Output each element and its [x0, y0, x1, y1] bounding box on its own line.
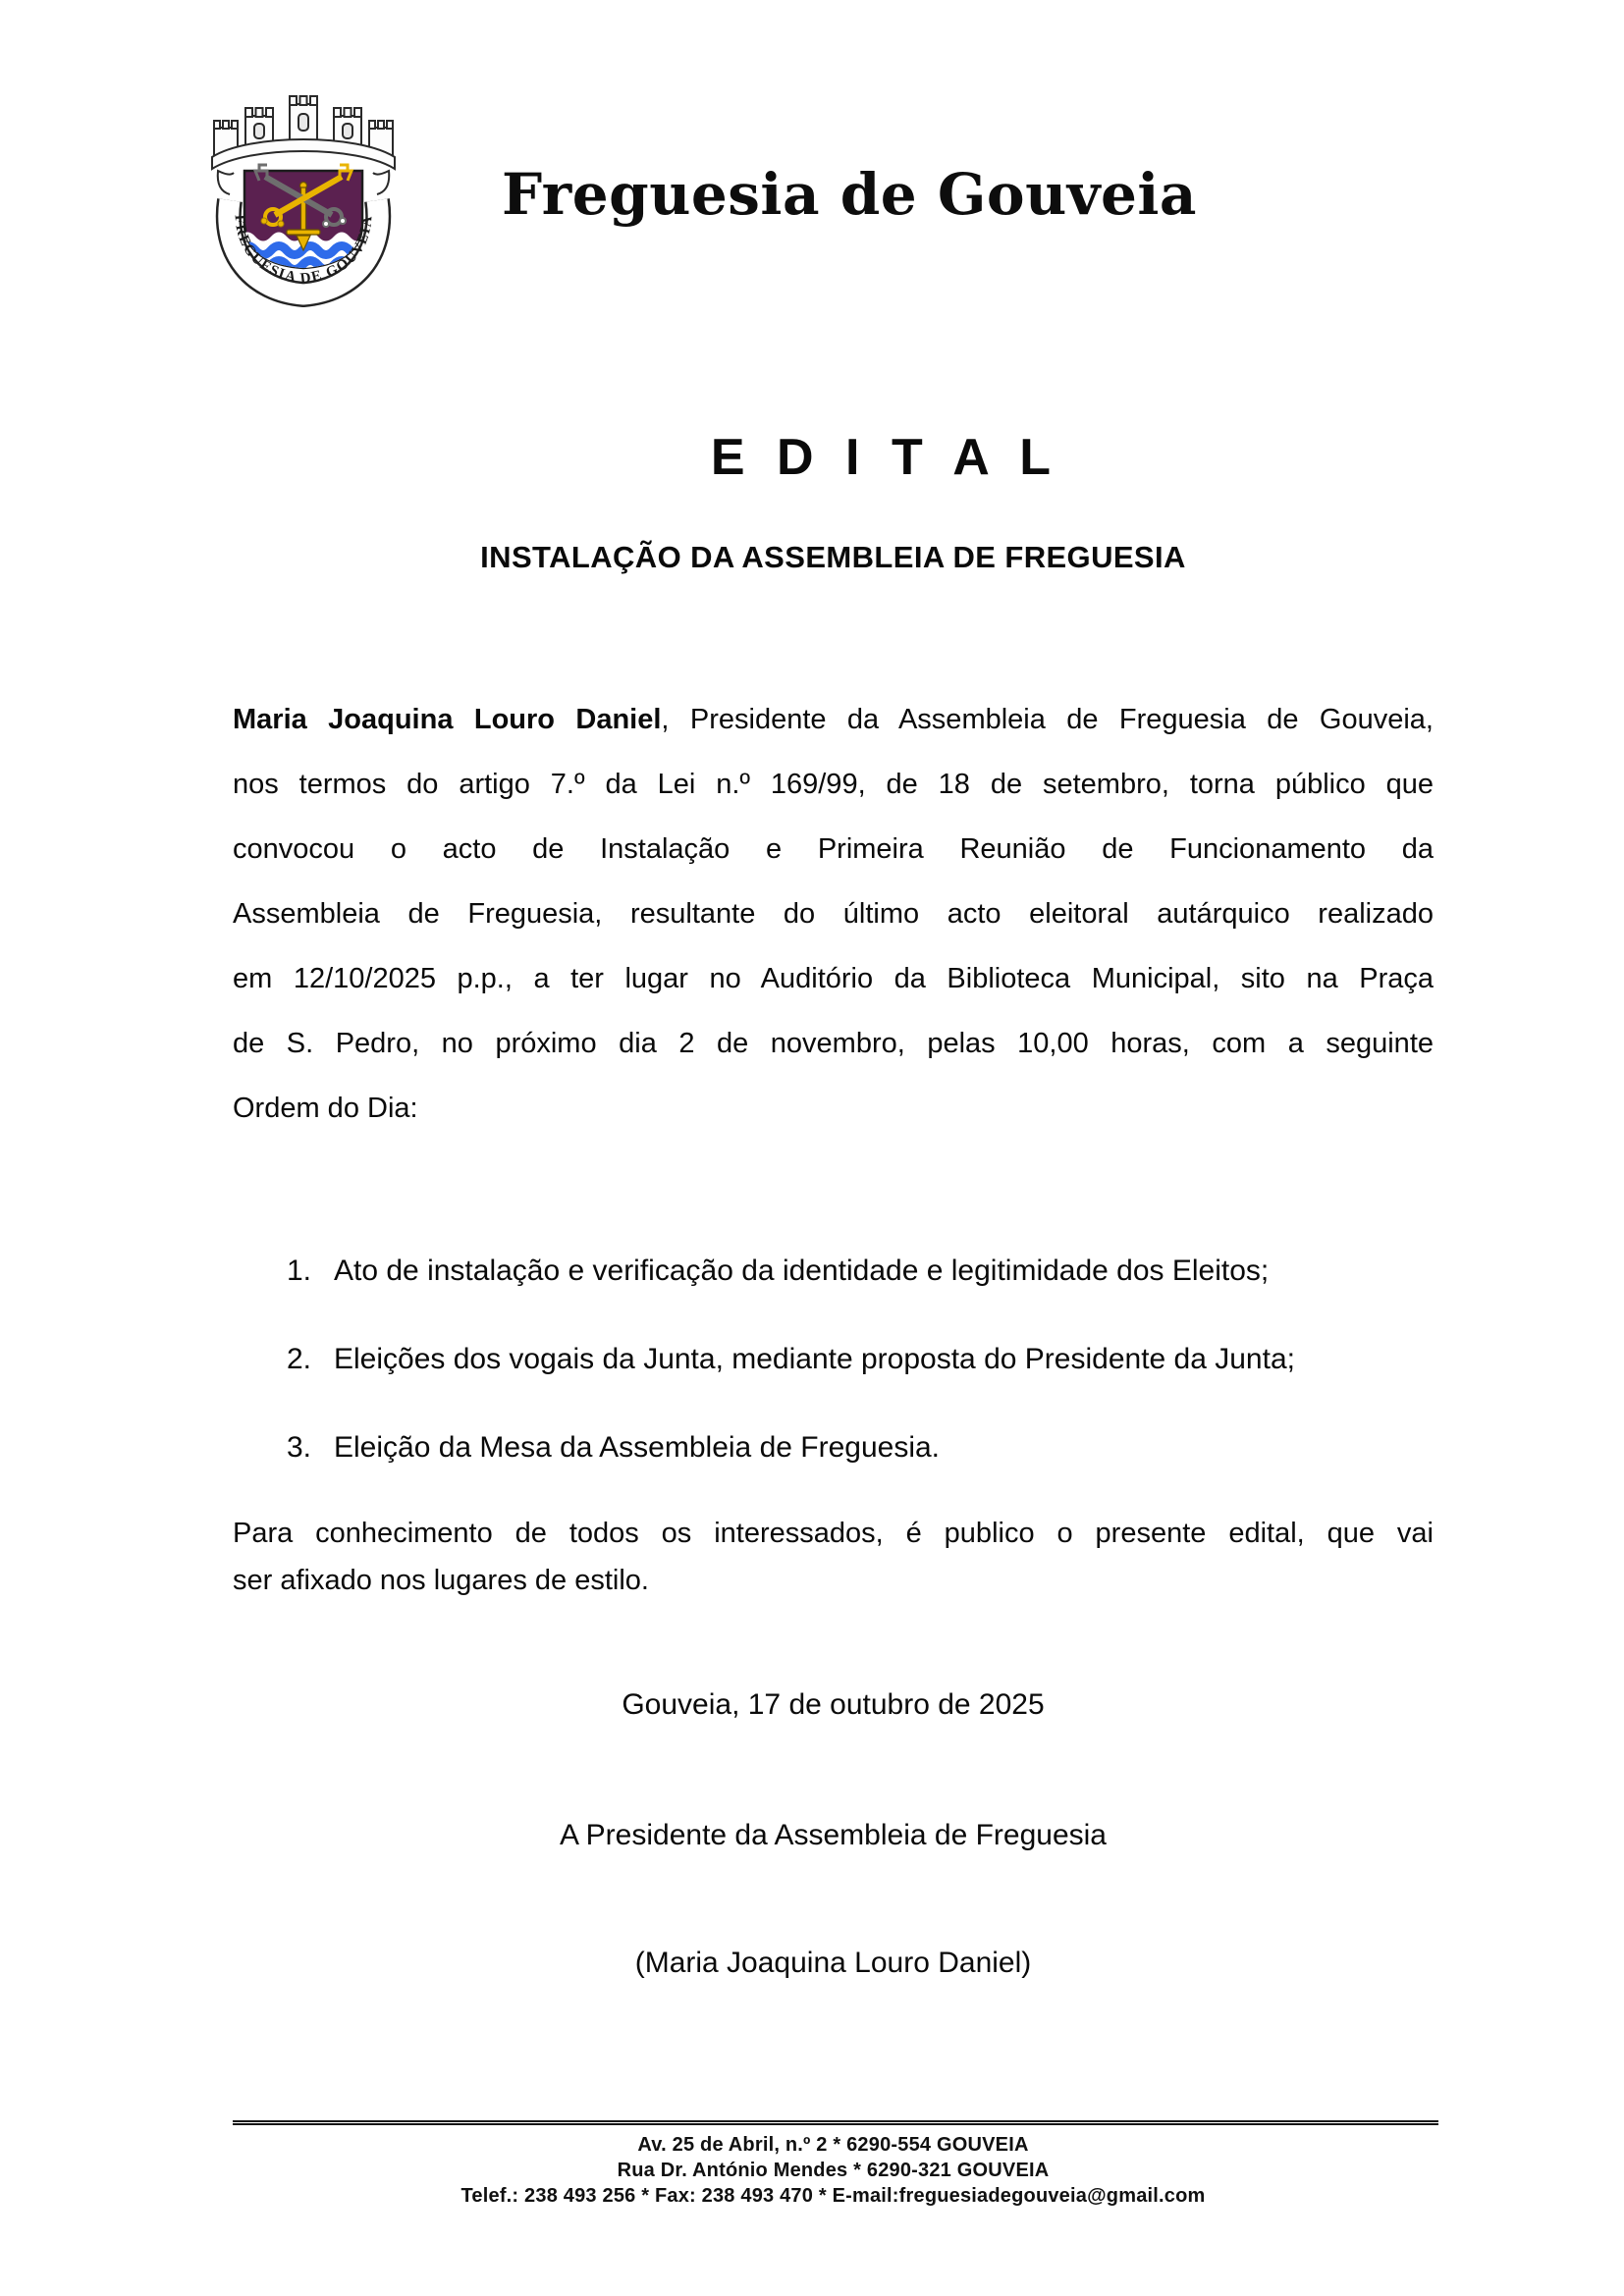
- footer-contacts-line: Telef.: 238 493 256 * Fax: 238 493 470 * E-mail:freguesiadegouveia@gmail.com: [460, 2185, 1206, 2207]
- body-paragraph: [233, 687, 1434, 1141]
- page-title: Freguesia de Gouveia: [502, 161, 1197, 228]
- list-item: [233, 1327, 1434, 1392]
- list-item-number: 2.: [287, 1343, 312, 1375]
- footer: [233, 2132, 1434, 2209]
- date-line: Gouveia, 17 de outubro de 2025: [622, 1688, 1045, 1721]
- paragraph-line: de S. Pedro, no próximo dia 2 de novembro, pelas 10,00 horas, com a seguinte: [233, 1028, 1434, 1059]
- paragraph-line: ser afixado nos lugares de estilo.: [233, 1565, 649, 1596]
- paragraph-line: [233, 687, 1434, 752]
- list-item-number: 1.: [287, 1255, 312, 1287]
- paragraph-line: Ordem do Dia:: [233, 1093, 418, 1124]
- list-item: [233, 1239, 1434, 1304]
- agenda-list: [233, 1239, 1434, 1504]
- mural-crown-icon: [212, 96, 395, 169]
- footer-address-line: Av. 25 de Abril, n.º 2 * 6290-554 GOUVEIA: [637, 2134, 1029, 2156]
- list-item: [233, 1415, 1434, 1480]
- signatory-name-bold: Maria Joaquina Louro Daniel: [233, 704, 662, 735]
- paragraph-line-rest: , Presidente da Assembleia de Freguesia de Gouveia,: [661, 704, 1434, 735]
- edital-heading: E D I T A L: [710, 429, 1060, 486]
- footer-divider: [233, 2120, 1438, 2125]
- signature-name: (Maria Joaquina Louro Daniel): [634, 1947, 1032, 1979]
- list-item-text: Eleição da Mesa da Assembleia de Freguesia.: [334, 1431, 941, 1464]
- footer-address-line: Rua Dr. António Mendes * 6290-321 GOUVEIA: [617, 2160, 1050, 2181]
- list-item-number: 3.: [287, 1431, 312, 1464]
- paragraph-line: Para conhecimento de todos os interessados, é publico o presente edital, que vai: [233, 1518, 1434, 1549]
- edital-subtitle: INSTALAÇÃO DA ASSEMBLEIA DE FREGUESIA: [480, 540, 1186, 574]
- paragraph-line: convocou o acto de Instalação e Primeira Reunião de Funcionamento da: [233, 833, 1434, 865]
- paragraph-line: em 12/10/2025 p.p., a ter lugar no Auditório da Biblioteca Municipal, sito na Praça: [233, 963, 1434, 994]
- signature-role: A Presidente da Assembleia de Freguesia: [559, 1819, 1107, 1851]
- parish-coat-of-arms: [196, 77, 410, 310]
- logo-banner-text: FREGUESIA DE GOUVEIA: [231, 214, 376, 288]
- closing-paragraph: [233, 1510, 1434, 1604]
- paragraph-line: Assembleia de Freguesia, resultante do último acto eleitoral autárquico realizado: [233, 898, 1434, 930]
- paragraph-line: nos termos do artigo 7.º da Lei n.º 169/99, de 18 de setembro, torna público que: [233, 769, 1434, 800]
- list-item-text: Ato de instalação e verificação da identidade e legitimidade dos Eleitos;: [334, 1255, 1270, 1287]
- list-item-text: Eleições dos vogais da Junta, mediante proposta do Presidente da Junta;: [334, 1343, 1295, 1375]
